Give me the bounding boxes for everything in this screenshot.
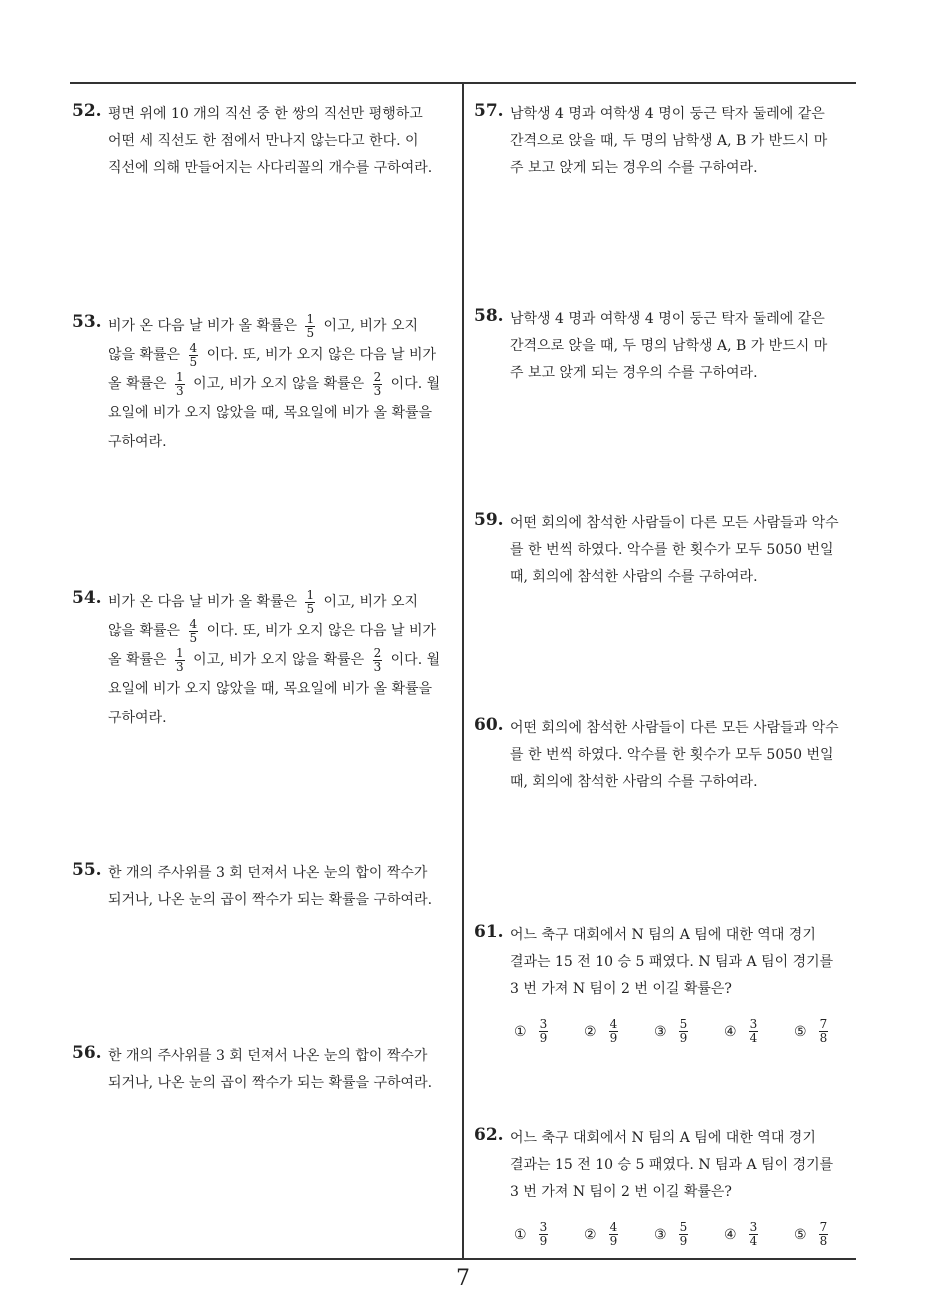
fraction xyxy=(749,1018,759,1045)
choice-4[interactable] xyxy=(724,1018,762,1045)
denominator: 5 xyxy=(306,601,315,616)
choice-2[interactable] xyxy=(584,1221,622,1248)
text-line: 3 번 가져 N 팀이 2 번 이길 확률은? xyxy=(510,1184,732,1200)
text-segment: 이고, 비가 오지 xyxy=(323,594,419,610)
text-line: 남학생 4 명과 여학생 4 명이 둥근 탁자 둘레에 같은 xyxy=(510,311,825,327)
choice-3[interactable] xyxy=(654,1018,692,1045)
fraction xyxy=(189,342,199,369)
denominator: 9 xyxy=(539,1031,548,1045)
denominator: 9 xyxy=(539,1234,548,1248)
problem-number: 58. xyxy=(474,306,504,326)
text-line: 구하여라. xyxy=(108,710,167,726)
denominator: 5 xyxy=(189,630,198,645)
denominator: 9 xyxy=(679,1234,688,1248)
text-line: 때, 회의에 참석한 사람의 수를 구하여라. xyxy=(510,774,758,790)
numerator: 3 xyxy=(749,1220,758,1234)
denominator: 5 xyxy=(189,354,198,369)
numerator: 3 xyxy=(539,1017,548,1031)
text-line: 어느 축구 대회에서 N 팀의 A 팀에 대한 역대 경기 xyxy=(510,1130,816,1146)
text-line: 요일에 비가 오지 않았을 때, 목요일에 비가 올 확률을 xyxy=(108,681,433,697)
choice-marker: ⑤ xyxy=(794,1226,807,1243)
problem-number: 55. xyxy=(72,860,102,880)
text-segment: 이고, 비가 오지 않을 확률은 xyxy=(193,652,365,668)
text-line: 간격으로 앉을 때, 두 명의 남학생 A, B 가 반드시 마 xyxy=(510,338,828,354)
text-line: 때, 회의에 참석한 사람의 수를 구하여라. xyxy=(510,569,758,585)
numerator: 1 xyxy=(176,645,184,660)
choice-marker: ② xyxy=(584,1226,597,1243)
fraction xyxy=(679,1221,689,1248)
text-line: 직선에 의해 만들어지는 사다리꼴의 개수를 구하여라. xyxy=(108,160,433,176)
fraction xyxy=(189,618,199,645)
text-line: 되거나, 나온 눈의 곱이 짝수가 되는 확률을 구하여라. xyxy=(108,1075,433,1091)
text-line: 한 개의 주사위를 3 회 던져서 나온 눈의 합이 짝수가 xyxy=(108,865,428,881)
problem-text xyxy=(510,510,839,591)
denominator: 4 xyxy=(749,1234,758,1248)
fraction xyxy=(373,371,383,398)
problem-number: 52. xyxy=(72,101,102,121)
text-segment: 이고, 비가 오지 xyxy=(323,318,419,334)
denominator: 8 xyxy=(819,1234,828,1248)
denominator: 3 xyxy=(373,383,382,398)
choice-marker: ④ xyxy=(724,1226,737,1243)
text-line: 되거나, 나온 눈의 곱이 짝수가 되는 확률을 구하여라. xyxy=(108,892,433,908)
fraction xyxy=(539,1221,549,1248)
problem-text xyxy=(510,1125,833,1206)
numerator: 3 xyxy=(539,1220,548,1234)
problem-number: 61. xyxy=(474,922,504,942)
text-line xyxy=(108,312,440,341)
text-segment: 비가 온 다음 날 비가 올 확률은 xyxy=(108,318,297,334)
text-line: 주 보고 앉게 되는 경우의 수를 구하여라. xyxy=(510,365,758,381)
problem-number: 56. xyxy=(72,1043,102,1063)
choice-1[interactable] xyxy=(514,1221,552,1248)
text-line: 어떤 회의에 참석한 사람들이 다른 모든 사람들과 악수 xyxy=(510,720,839,736)
text-line: 간격으로 앉을 때, 두 명의 남학생 A, B 가 반드시 마 xyxy=(510,133,828,149)
numerator: 4 xyxy=(189,340,198,355)
fraction xyxy=(819,1018,829,1045)
denominator: 3 xyxy=(373,659,382,674)
text-line xyxy=(108,370,440,399)
problem-62 xyxy=(474,1125,858,1255)
text-line: 어떤 세 직선도 한 점에서 만나지 않는다고 한다. 이 xyxy=(108,133,419,149)
fraction xyxy=(609,1221,619,1248)
problem-number: 59. xyxy=(474,510,504,530)
problem-61 xyxy=(474,922,858,1072)
numerator: 5 xyxy=(679,1017,688,1031)
choice-marker: ② xyxy=(584,1023,597,1040)
fraction xyxy=(539,1018,549,1045)
numerator: 1 xyxy=(176,369,184,384)
choice-marker: ③ xyxy=(654,1226,667,1243)
fraction xyxy=(305,589,315,616)
fraction xyxy=(819,1221,829,1248)
choice-3[interactable] xyxy=(654,1221,692,1248)
numerator: 2 xyxy=(373,645,382,660)
numerator: 1 xyxy=(306,311,315,326)
text-line: 한 개의 주사위를 3 회 던져서 나온 눈의 합이 짝수가 xyxy=(108,1048,428,1064)
text-line: 결과는 15 전 10 승 5 패였다. N 팀과 A 팀이 경기를 xyxy=(510,1157,834,1173)
fraction xyxy=(175,371,185,398)
text-line: 결과는 15 전 10 승 5 패였다. N 팀과 A 팀이 경기를 xyxy=(510,954,834,970)
text-line: 어떤 회의에 참석한 사람들이 다른 모든 사람들과 악수 xyxy=(510,515,839,531)
text-segment: 않을 확률은 xyxy=(108,623,181,639)
fraction xyxy=(373,647,383,674)
fraction xyxy=(679,1018,689,1045)
denominator: 9 xyxy=(609,1031,618,1045)
problem-text xyxy=(510,715,839,796)
text-segment: 이다. 월 xyxy=(390,652,441,668)
choice-4[interactable] xyxy=(724,1221,762,1248)
text-line xyxy=(108,341,440,370)
text-line: 남학생 4 명과 여학생 4 명이 둥근 탁자 둘레에 같은 xyxy=(510,106,825,122)
denominator: 5 xyxy=(306,325,315,340)
problem-number: 62. xyxy=(474,1125,504,1145)
problem-text xyxy=(108,588,440,733)
text-segment: 이다. 월 xyxy=(390,376,441,392)
fraction xyxy=(175,647,185,674)
text-line: 를 한 번씩 하였다. 악수를 한 횟수가 모두 5050 번일 xyxy=(510,747,834,763)
numerator: 3 xyxy=(749,1017,758,1031)
denominator: 9 xyxy=(609,1234,618,1248)
text-segment: 이다. 또, 비가 오지 않은 다음 날 비가 xyxy=(206,623,437,639)
problem-text xyxy=(510,101,827,182)
problem-number: 54. xyxy=(72,588,102,608)
text-line: 를 한 번씩 하였다. 악수를 한 횟수가 모두 5050 번일 xyxy=(510,542,834,558)
choice-2[interactable] xyxy=(584,1018,622,1045)
choice-marker: ① xyxy=(514,1023,527,1040)
problem-text xyxy=(108,101,432,182)
choice-5[interactable] xyxy=(794,1018,832,1045)
column-divider xyxy=(462,84,464,1258)
text-line: 3 번 가져 N 팀이 2 번 이길 확률은? xyxy=(510,981,732,997)
numerator: 7 xyxy=(819,1220,828,1234)
problem-text xyxy=(108,312,440,457)
text-segment: 올 확률은 xyxy=(108,652,167,668)
text-line: 요일에 비가 오지 않았을 때, 목요일에 비가 올 확률을 xyxy=(108,405,433,421)
text-segment: 않을 확률은 xyxy=(108,347,181,363)
choice-1[interactable] xyxy=(514,1018,552,1045)
text-line xyxy=(108,646,440,675)
text-segment: 이고, 비가 오지 않을 확률은 xyxy=(193,376,365,392)
problem-text xyxy=(108,860,432,914)
text-line: 주 보고 앉게 되는 경우의 수를 구하여라. xyxy=(510,160,758,176)
choice-marker: ④ xyxy=(724,1023,737,1040)
choice-marker: ⑤ xyxy=(794,1023,807,1040)
page-number: 7 xyxy=(456,1266,470,1291)
numerator: 5 xyxy=(679,1220,688,1234)
problem-number: 53. xyxy=(72,312,102,332)
numerator: 4 xyxy=(189,616,198,631)
numerator: 4 xyxy=(609,1220,618,1234)
text-line: 구하여라. xyxy=(108,434,167,450)
denominator: 9 xyxy=(679,1031,688,1045)
text-segment: 이다. 또, 비가 오지 않은 다음 날 비가 xyxy=(206,347,437,363)
denominator: 4 xyxy=(749,1031,758,1045)
denominator: 3 xyxy=(176,659,184,674)
numerator: 2 xyxy=(373,369,382,384)
problem-number: 60. xyxy=(474,715,504,735)
text-segment: 올 확률은 xyxy=(108,376,167,392)
denominator: 3 xyxy=(176,383,184,398)
text-line: 평면 위에 10 개의 직선 중 한 쌍의 직선만 평행하고 xyxy=(108,106,423,122)
problem-text xyxy=(108,1043,432,1097)
footer-rule xyxy=(70,1258,856,1260)
numerator: 1 xyxy=(306,587,315,602)
choice-marker: ③ xyxy=(654,1023,667,1040)
problem-text xyxy=(510,306,827,387)
text-line xyxy=(108,588,440,617)
fraction xyxy=(305,313,315,340)
denominator: 8 xyxy=(819,1031,828,1045)
text-line xyxy=(108,617,440,646)
numerator: 7 xyxy=(819,1017,828,1031)
numerator: 4 xyxy=(609,1017,618,1031)
fraction xyxy=(609,1018,619,1045)
problem-text xyxy=(510,922,833,1003)
choice-marker: ① xyxy=(514,1226,527,1243)
problem-number: 57. xyxy=(474,101,504,121)
choice-5[interactable] xyxy=(794,1221,832,1248)
text-line: 어느 축구 대회에서 N 팀의 A 팀에 대한 역대 경기 xyxy=(510,927,816,943)
fraction xyxy=(749,1221,759,1248)
text-segment: 비가 온 다음 날 비가 올 확률은 xyxy=(108,594,297,610)
